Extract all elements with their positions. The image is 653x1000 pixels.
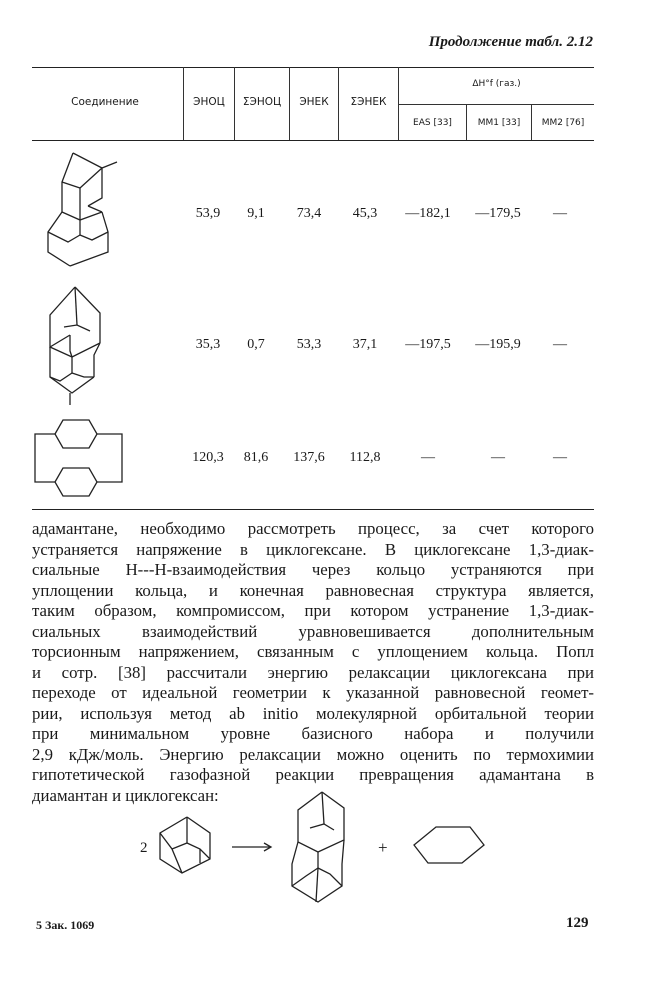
row1-senoc: 9,1: [247, 206, 265, 221]
header-eas: EAS [33]: [413, 118, 452, 128]
row3-senek: 112,8: [349, 450, 381, 465]
body-line: устраняется напряжение в циклогексане. В циклогексане 1,3-диак-: [32, 539, 594, 559]
header-compound: Соединение: [71, 96, 139, 108]
header-enek: ЭНЕК: [299, 96, 329, 108]
header-mm2: MM2 [76]: [541, 118, 585, 128]
cyclohexane-icon: [410, 823, 490, 868]
body-line: при минимальном уровне базисного набора и получили: [32, 724, 594, 743]
row3-enoc: 120,3: [192, 450, 224, 465]
footer-signature: 5 Зак. 1069: [36, 918, 95, 932]
body-line: таким образом, компромиссом, при котором устранение 1,3-диак-: [32, 601, 594, 620]
row2-senek: 37,1: [352, 337, 378, 352]
header-dh-group: ΔH°f (газ.): [472, 79, 521, 89]
body-paragraph: [32, 519, 594, 806]
reaction-coefficient: 2: [140, 840, 148, 856]
adamantane-icon: [152, 815, 222, 880]
body-line: сиальные H---H-взаимодействия через кольцо устраняются при: [32, 560, 594, 579]
row2-enek: 53,3: [296, 337, 322, 352]
row1-enek: 73,4: [296, 206, 322, 221]
row2-enoc: 35,3: [195, 337, 221, 352]
col-divider: [398, 67, 399, 140]
row1-senek: 45,3: [352, 206, 378, 221]
table-bottom-rule: [32, 509, 594, 510]
row1-mm2: —: [553, 206, 567, 221]
body-line: рии, используя метод ab initio молекулярной орбитальной теории: [32, 703, 594, 723]
structure-1-icon: [40, 150, 140, 275]
row2-eas: —197,5: [405, 337, 451, 352]
row3-senoc: 81,6: [243, 450, 269, 465]
structure-3-icon: [30, 412, 140, 502]
body-line: и сотр. [38] рассчитали энергию релаксации циклогексана при: [32, 662, 594, 682]
reaction-plus: +: [378, 838, 388, 857]
header-enoc: ЭНОЦ: [193, 96, 225, 108]
subheader-rule: [398, 104, 594, 105]
row1-enoc: 53,9: [195, 206, 221, 221]
table-caption: Продолжение табл. 2.12: [428, 34, 593, 50]
header-bottom-rule: [32, 140, 594, 141]
row1-mm1: —179,5: [475, 206, 521, 221]
header-senek: ΣЭНЕК: [350, 96, 387, 108]
row2-mm1: —195,9: [475, 337, 521, 352]
header-senoc: ΣЭНОЦ: [242, 96, 282, 108]
row3-mm1: —: [491, 450, 505, 465]
body-line: 2,9 кДж/моль. Энергию релаксации можно оценить по термохимии: [32, 744, 594, 764]
body-line: уплощении кольца, и конечная равновесная структура является,: [32, 580, 594, 600]
reaction-arrow-icon: [230, 840, 275, 854]
structure-2-icon: [42, 285, 132, 410]
body-line: гипотетической газофазной реакции превращения адамантана в: [32, 765, 594, 784]
body-line: сиальных взаимодействий уравновешивается дополнительным: [32, 621, 594, 641]
row2-mm2: —: [553, 337, 567, 352]
body-line: диамантан и циклогексан:: [32, 785, 219, 805]
header-mm1: MM1 [33]: [477, 118, 521, 128]
body-line: торсионным напряжением, связанным с уплощением кольца. Попл: [32, 642, 594, 661]
diamantane-icon: [288, 790, 358, 910]
row2-senoc: 0,7: [247, 337, 265, 352]
body-line: адамантане, необходимо рассмотреть процесс, за счет которого: [32, 519, 594, 538]
body-line: переходе от идеальной геометрии к указанной равновесной геомет-: [32, 683, 594, 702]
page-number: 129: [566, 915, 589, 931]
row3-mm2: —: [553, 450, 567, 465]
row1-eas: —182,1: [405, 206, 451, 221]
table-top-rule: [32, 67, 594, 68]
row3-enek: 137,6: [293, 450, 325, 465]
row3-eas: —: [421, 450, 435, 465]
